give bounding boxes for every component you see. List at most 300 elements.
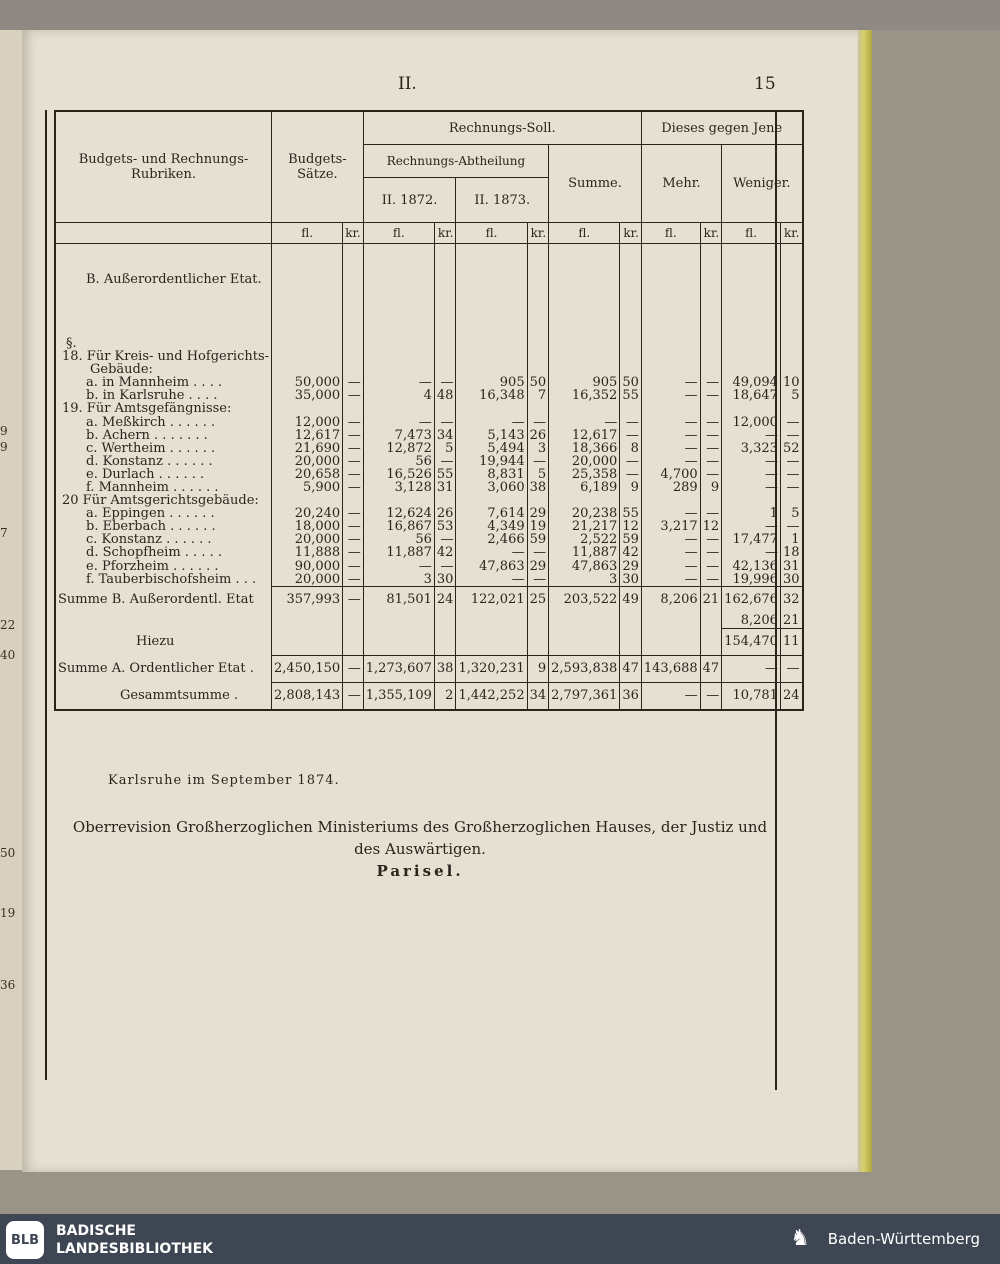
unit-fl: fl. (272, 223, 343, 244)
header-weniger: Weniger. (722, 145, 803, 223)
cell: 42 (620, 546, 642, 559)
cell: 59 (527, 533, 549, 546)
cell: 24 (780, 682, 802, 710)
cell: 81,501 (363, 586, 434, 613)
cell (780, 350, 802, 363)
unit-kr: kr. (434, 223, 456, 244)
header-rubriken: Budgets- und Rechnungs-Rubriken. (55, 111, 272, 223)
unit-kr: kr. (527, 223, 549, 244)
cell: — (527, 573, 549, 587)
cell (549, 244, 620, 315)
cell (722, 494, 781, 507)
cell: 10,781 (722, 682, 781, 710)
cell (549, 494, 620, 507)
unit-kr: kr. (700, 223, 722, 244)
cell (456, 494, 527, 507)
table-row (55, 376, 803, 389)
table-row (55, 429, 803, 442)
header-summe: Summe. (549, 145, 642, 223)
page-number: 15 (754, 74, 776, 94)
cell: 32 (780, 586, 802, 613)
cell: 55 (620, 389, 642, 402)
table-row (55, 468, 803, 481)
header-1872: II. 1872. (363, 178, 456, 223)
cell: — (684, 388, 698, 404)
cell: 42 (434, 546, 456, 559)
cell (272, 494, 343, 507)
cell: — (343, 546, 364, 559)
cell: 25 (527, 586, 549, 613)
cell: 8,206 (740, 612, 778, 628)
cell: — (700, 415, 722, 428)
row-label: B. Außerordentlicher Etat. (55, 244, 272, 315)
table-row (55, 494, 803, 507)
cell: 12 (620, 520, 642, 533)
margin-number: 7 (0, 526, 8, 540)
cell: 289 (672, 479, 698, 495)
unit-row (55, 223, 803, 244)
cell (456, 363, 527, 376)
cell (722, 314, 781, 350)
header-dieses: Dieses gegen Jene (641, 111, 802, 145)
cell: — (764, 466, 778, 482)
cell: — (511, 545, 525, 561)
cell: — (511, 414, 525, 430)
table-sums (55, 586, 803, 710)
cell: — (684, 427, 698, 443)
cell: 203,522 (549, 586, 620, 613)
cell: 18 (780, 546, 802, 559)
cell (343, 350, 364, 363)
cell: — (343, 586, 364, 613)
unit-kr: kr. (780, 223, 802, 244)
cell: — (700, 376, 722, 389)
margin-number: 19 (0, 906, 16, 920)
row-label: a. Eppingen . . . . . . (55, 507, 272, 520)
cell: — (418, 558, 432, 574)
row-label: d. Konstanz . . . . . . (55, 455, 272, 468)
table-row (55, 507, 803, 520)
cell: 50 (620, 376, 642, 389)
cell: 42,136 (732, 558, 778, 574)
cell: 7,473 (394, 427, 432, 443)
book-edge (858, 30, 872, 1172)
cell: 9 (700, 481, 722, 494)
cell: 19,996 (732, 571, 778, 587)
cell: — (511, 571, 525, 587)
cell: — (343, 533, 364, 546)
cell (343, 402, 364, 415)
cell: — (620, 429, 642, 442)
unit-kr: kr. (620, 223, 642, 244)
cell (456, 350, 527, 363)
hiezu-row (55, 628, 803, 655)
cell: — (700, 682, 722, 710)
row-label: c. Konstanz . . . . . . (55, 533, 272, 546)
cell: 8,831 (487, 466, 525, 482)
header-1873: II. 1873. (456, 178, 549, 223)
cell (780, 402, 802, 415)
cell: — (343, 560, 364, 573)
cell (527, 363, 549, 376)
cell: 905 (499, 375, 525, 391)
cell (456, 314, 527, 350)
cell: 12,000 (732, 414, 778, 430)
cell (343, 494, 364, 507)
cell: 16,867 (386, 519, 432, 535)
cell: — (780, 415, 802, 428)
cell (780, 494, 802, 507)
cell (722, 350, 781, 363)
table-row (55, 415, 803, 428)
cell (527, 350, 549, 363)
row-label: a. in Mannheim . . . . (55, 376, 272, 389)
row-label: Gesammtsumme . (55, 682, 272, 710)
cell: — (700, 546, 722, 559)
cell (363, 350, 434, 363)
row-label: Summe B. Außerordentl. Etat (55, 586, 272, 613)
cell: — (434, 533, 456, 546)
cell: — (620, 468, 642, 481)
cell: 12 (700, 520, 722, 533)
cell (641, 314, 700, 350)
cell: 4 (423, 388, 432, 404)
header-budget: Budgets-Sätze. (272, 111, 364, 223)
margin-number: 9 (0, 424, 8, 438)
cell (434, 244, 456, 315)
cell: — (700, 429, 722, 442)
margin-number: 22 (0, 618, 16, 632)
cell: 21 (780, 613, 802, 629)
cell: — (764, 545, 778, 561)
cell: 31 (434, 481, 456, 494)
cell (549, 363, 620, 376)
cell: — (620, 455, 642, 468)
cell (272, 363, 343, 376)
cell (722, 402, 781, 415)
sum-b-row (55, 586, 803, 613)
cell: — (764, 519, 778, 535)
header-abtheilung: Rechnungs-Abtheilung (363, 145, 548, 178)
cell (527, 494, 549, 507)
cell: — (418, 414, 432, 430)
cell: 12,000 (294, 414, 341, 430)
cell: 20,658 (294, 466, 341, 482)
cell: 19,944 (479, 453, 525, 469)
top-background (0, 0, 1000, 30)
cell (456, 244, 527, 315)
cell (363, 314, 434, 350)
cell: 11,888 (294, 545, 341, 561)
cell: 31 (780, 560, 802, 573)
library-name-line2: LANDESBIBLIOTHEK (56, 1241, 214, 1257)
unit-fl: fl. (549, 223, 620, 244)
cell: — (684, 532, 698, 548)
cell: 1 (769, 506, 778, 522)
row-label: d. Schopfheim . . . . . (55, 546, 272, 559)
cell: 3 (609, 571, 618, 587)
cell: 12,617 (294, 427, 341, 443)
cell: 36 (620, 682, 642, 710)
cell: 16,526 (386, 466, 432, 482)
cell: 50 (527, 376, 549, 389)
unit-fl: fl. (641, 223, 700, 244)
cell: — (700, 573, 722, 587)
cell: 90,000 (294, 558, 341, 574)
cell: 5 (434, 442, 456, 455)
cell: — (684, 375, 698, 391)
cell: 18,000 (294, 519, 341, 535)
cell: 4,700 (660, 466, 698, 482)
unit-fl: fl. (456, 223, 527, 244)
cell: — (684, 545, 698, 561)
cell: 47 (620, 655, 642, 682)
coat-of-arms-icon: ♞ (790, 1226, 810, 1251)
cell (343, 363, 364, 376)
place-date: Karlsruhe im September 1874. (108, 773, 340, 788)
cell: 59 (620, 533, 642, 546)
cell (700, 402, 722, 415)
table-row (55, 402, 803, 415)
cell: — (780, 520, 802, 533)
cell (549, 402, 620, 415)
table-row (55, 314, 803, 350)
cell: — (343, 507, 364, 520)
cell: 20,000 (294, 532, 341, 548)
cell: — (780, 655, 802, 682)
cell: 34 (527, 682, 549, 710)
cell: 35,000 (294, 388, 341, 404)
cell: 53 (434, 520, 456, 533)
cell (620, 350, 642, 363)
cell: 154,470 (722, 628, 781, 655)
cell (700, 350, 722, 363)
cell: — (434, 560, 456, 573)
cell: 52 (780, 442, 802, 455)
cell: — (700, 442, 722, 455)
cell: — (684, 414, 698, 430)
row-label: b. Eberbach . . . . . . (55, 520, 272, 533)
cell: 26 (434, 507, 456, 520)
cell (700, 244, 722, 315)
cell (363, 363, 434, 376)
cell: 47,863 (571, 558, 618, 574)
cell: 55 (620, 507, 642, 520)
cell: 49 (620, 586, 642, 613)
cell: 1,355,109 (363, 682, 434, 710)
cell: 11 (780, 628, 802, 655)
table-row (55, 389, 803, 402)
state-name[interactable]: Baden-Württemberg (827, 1230, 980, 1248)
cell: 2,808,143 (272, 682, 343, 710)
cell: 18,647 (732, 388, 778, 404)
cell (641, 494, 700, 507)
cell: 56 (415, 453, 432, 469)
cell: 20,000 (294, 571, 341, 587)
row-label: b. in Karlsruhe . . . . (55, 389, 272, 402)
cell: 29 (527, 507, 549, 520)
row-label: f. Tauberbischofsheim . . . (55, 573, 272, 587)
cell (343, 244, 364, 315)
sum-b-continued (55, 613, 803, 629)
cell: 4,349 (487, 519, 525, 535)
row-label: Summe A. Ordentlicher Etat . (55, 655, 272, 682)
table-row (55, 455, 803, 468)
cell: 21,690 (294, 440, 341, 456)
table-row (55, 481, 803, 494)
cell: — (780, 468, 802, 481)
cell: — (764, 453, 778, 469)
cell (456, 402, 527, 415)
cell: 162,676 (722, 586, 781, 613)
row-label: Hiezu (55, 628, 272, 655)
cell: — (684, 453, 698, 469)
cell: — (343, 429, 364, 442)
cell: — (722, 655, 781, 682)
cell: 19 (527, 520, 549, 533)
cell: 8,206 (641, 586, 700, 613)
cell: 16,352 (571, 388, 618, 404)
cell: 6,189 (580, 479, 618, 495)
cell: — (684, 558, 698, 574)
cell: — (343, 415, 364, 428)
cell: 9 (527, 655, 549, 682)
cell (620, 314, 642, 350)
cell (620, 244, 642, 315)
cell (722, 244, 781, 315)
cell: 47 (700, 655, 722, 682)
cell: 3 (527, 442, 549, 455)
row-label: c. Wertheim . . . . . . (55, 442, 272, 455)
cell: — (684, 506, 698, 522)
cell: 3 (423, 571, 432, 587)
unit-kr: kr. (343, 223, 364, 244)
cell (722, 363, 781, 376)
table-row (55, 573, 803, 587)
cell: — (764, 427, 778, 443)
cell (549, 350, 620, 363)
table-body (55, 244, 803, 587)
cell: — (343, 520, 364, 533)
cell: — (527, 546, 549, 559)
cell: 21 (700, 586, 722, 613)
cell: — (343, 376, 364, 389)
cell: — (434, 455, 456, 468)
cell: 17,477 (732, 532, 778, 548)
cell: 20,240 (294, 506, 341, 522)
cell: — (641, 682, 700, 710)
cell: 11,887 (386, 545, 432, 561)
cell: 3,323 (740, 440, 778, 456)
cell (780, 244, 802, 315)
cell (272, 350, 343, 363)
cell (434, 494, 456, 507)
cell: 5,494 (487, 440, 525, 456)
row-label: f. Mannheim . . . . . . (55, 481, 272, 494)
cell: 12,872 (386, 440, 432, 456)
cell: 30 (780, 573, 802, 587)
cell (434, 350, 456, 363)
cell: — (780, 481, 802, 494)
row-label: 20 Für Amtsgerichtsgebäude: (55, 494, 272, 507)
cell: 12,617 (571, 427, 618, 443)
table-row (55, 533, 803, 546)
blb-logo-icon[interactable]: BLB (6, 1221, 44, 1259)
cell (363, 494, 434, 507)
cell: 1 (780, 533, 802, 546)
cell (434, 314, 456, 350)
cell (620, 363, 642, 376)
cell: 25,358 (571, 466, 618, 482)
library-name (56, 1222, 213, 1258)
cell: — (700, 507, 722, 520)
cell: 7,614 (487, 506, 525, 522)
table-row (55, 546, 803, 559)
cell: — (684, 440, 698, 456)
cell: 18,366 (571, 440, 618, 456)
cell: 29 (620, 560, 642, 573)
cell: 38 (434, 655, 456, 682)
row-label: b. Achern . . . . . . . (55, 429, 272, 442)
cell: 29 (527, 560, 549, 573)
cell (700, 494, 722, 507)
cell: — (418, 375, 432, 391)
cell (641, 402, 700, 415)
cell (272, 244, 343, 315)
cell: — (343, 389, 364, 402)
cell (780, 314, 802, 350)
row-label: §. (55, 314, 272, 350)
margin-number: 40 (0, 648, 16, 662)
cell: — (343, 655, 364, 682)
cell (527, 244, 549, 315)
row-label: 18. Für Kreis- und Hofgerichts- (55, 350, 272, 363)
cell: — (764, 479, 778, 495)
cell: 24 (434, 586, 456, 613)
cell (434, 402, 456, 415)
cell (641, 350, 700, 363)
cell: — (700, 560, 722, 573)
cell: — (343, 468, 364, 481)
cell: — (780, 429, 802, 442)
header-mehr: Mehr. (641, 145, 721, 223)
margin-number: 36 (0, 978, 16, 992)
cell: 50,000 (294, 375, 341, 391)
cell: 7 (527, 389, 549, 402)
authority-text: Oberrevision Großherzoglichen Ministeriums des Großherzoglichen Hauses, der Justiz und des Auswärtigen. (72, 818, 768, 858)
cell (527, 402, 549, 415)
cell (434, 363, 456, 376)
row-label: a. Meßkirch . . . . . . (55, 415, 272, 428)
cell (780, 363, 802, 376)
cell (641, 363, 700, 376)
table-row (55, 520, 803, 533)
cell: — (343, 455, 364, 468)
cell (700, 363, 722, 376)
cell: — (434, 415, 456, 428)
cell: 2,450,150 (272, 655, 343, 682)
cell: — (604, 414, 618, 430)
cell (272, 314, 343, 350)
cell: — (780, 455, 802, 468)
cell: — (684, 571, 698, 587)
cell: 10 (780, 376, 802, 389)
library-footer-bar (0, 1214, 1000, 1264)
cell (363, 244, 434, 315)
cell: 122,021 (456, 586, 527, 613)
cell (272, 402, 343, 415)
cell: — (700, 468, 722, 481)
